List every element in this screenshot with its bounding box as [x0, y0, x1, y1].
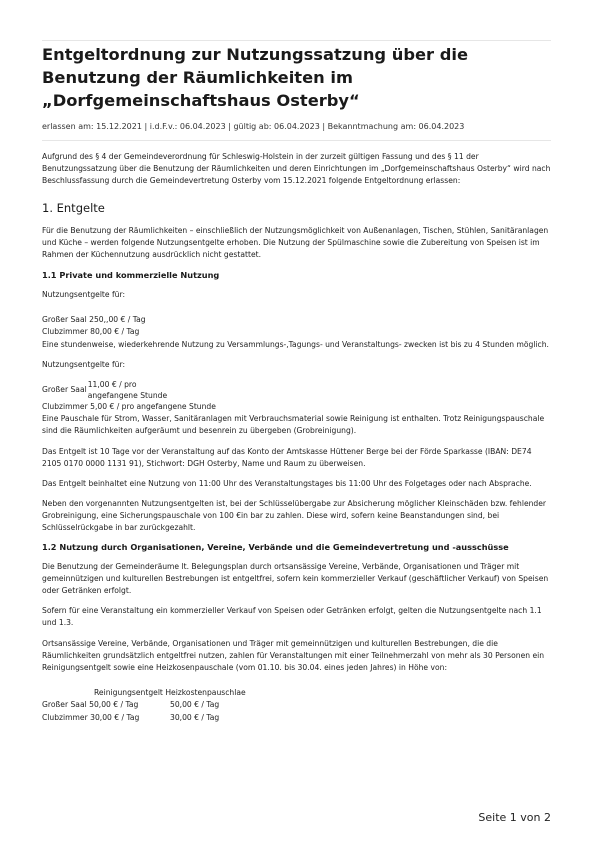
rate-clubroom-day: Clubzimmer 80,00 € / Tag [42, 327, 140, 337]
rate-large-hall-day: Großer Saal 250,,00 € / Tag [42, 314, 146, 324]
subsection-1-2-heading: 1.2 Nutzung durch Organisationen, Vereine, Verbände und die Gemeindevertretung und -ausschüsse [42, 542, 509, 553]
subsection-1-2-paragraph-3: Ortsansässige Vereine, Verbände, Organisationen und Träger mit gemeinnützigen und kulturellen Bestrebungen, die die Räumlichkeiten grundsätzlich entgeltfrei nutzen, zahlen für Veranstaltungen mit einer Teilnehmerzahl von mehr als 30 Personen ein Reinigungsentgelt sowie eine Heizkosenpauschale (vom 01.10. bis 30.04. eines jeden Jahres) in Höhe von: [42, 638, 545, 672]
fee-row-heating: 50,00 € / Tag [170, 700, 220, 710]
cleaning-heating-table [42, 699, 219, 724]
document-title: Entgeltordnung zur Nutzungssatzung über die Benutzung der Räumlichkeiten im „Dorfgemeinschaftshaus Osterby“ [42, 45, 468, 110]
rate-clubroom-hour: Clubzimmer 5,00 € / pro angefangene Stunde [42, 401, 216, 411]
subsection-1-2-paragraph-2: Sofern für eine Veranstaltung ein kommerzieller Verkauf von Speisen oder Getränken erfolgt, gelten die Nutzungsentgelte nach 1.1 und 1.3. [42, 606, 542, 628]
hourly-rates-table [42, 379, 178, 401]
hourly-use-note: Eine stundenweise, wiederkehrende Nutzung zu Versammlungs-,Tagungs- und Veranstaltungs- zwecken ist bis zu 4 Stunden möglich. [42, 339, 549, 349]
table-row [42, 712, 219, 725]
fee-row-label: Clubzimmer 30,00 € / Tag [42, 712, 140, 722]
section-1-text: Für die Benutzung der Räumlichkeiten – einschließlich der Nutzungsmöglichkeit von Außenanlagen, Tischen, Stühlen, Sanitäranlagen und Küche – werden folgende Nutzungsentgelte erhoben. Die Nutzung der Spülmaschine sowie die Zubereitung von Speisen ist im Rahmen der Küchennutzung ausdrücklich nicht gestattet. [42, 226, 549, 260]
top-rule [42, 40, 551, 41]
cleaning-flat-rate-text: Eine Pauschale für Strom, Wasser, Sanitäranlagen mit Verbrauchsmaterial sowie Reinigung ist enthalten. Trotz Reinigungspauschale sind die Räumlichkeiten aufgeräumt und besenrein zu übergeben (Grobreinigung). [42, 414, 545, 436]
deposit-text: Neben den vorgenannten Nutzungsentgelten ist, bei der Schlüsselübergabe zur Absicherung möglicher Kleinschäden bzw. fehlender Grobreinigung, eine Sicherungspauschale von 100 €in bar zu zahlen. Diese wird, sofern keine Beanstandungen sind, bei Schlüsselrückgabe in bar zurückgezahlt. [42, 498, 547, 532]
fees-table-header: Reinigungsentgelt Heizkostenpauschlae [94, 687, 246, 697]
fee-row-label: Großer Saal 50,00 € / Tag [42, 700, 139, 710]
meta-rule [42, 140, 551, 141]
intro-paragraph: Aufgrund des § 4 der Gemeindeverordnung für Schleswig-Holstein in der zurzeit gültigen Fassung und des § 11 der Benutzungssatzung über die Benutzung der Räumlichkeiten und deren Einrichtungen im „Dorfgemeinschaftshaus Osterby“ wird nach Beschlussfassung durch die Gemeindevertretung Osterby vom 15.12.2021 folgende Entgeltordnung erlassen: [42, 152, 551, 186]
document-meta: erlassen am: 15.12.2021 | i.d.F.v.: 06.04.2023 | gültig ab: 06.04.2023 | Bekanntmachung am: 06.04.2023 [42, 122, 465, 131]
subsection-1-2-paragraph-1: Die Benutzung der Gemeinderäume lt. Belegungsplan durch ortsansässige Vereine, Verbände, Organisationen und Träger mit gemeinnützigen und kulturellen Bestrebungen ist entgeltfrei, sofern kein kommerzieller Verkauf (geschäftlicher Verkauf) von Speisen oder Getränken erfolgt. [42, 562, 549, 596]
page-number: Seite 1 von 2 [478, 811, 551, 824]
fee-row-heating: 30,00 € / Tag [170, 712, 220, 722]
payment-account-text: Das Entgelt ist 10 Tage vor der Veranstaltung auf das Konto der Amtskasse Hüttener Berge bei der Förde Sparkasse (IBAN: DE74 2105 0170 0000 1131 91), Stichwort: DGH Osterby, Name und Raum zu überweisen. [42, 446, 532, 468]
subsection-1-1-heading: 1.1 Private und kommerzielle Nutzung [42, 269, 220, 280]
usage-time-text: Das Entgelt beinhaltet eine Nutzung von 11:00 Uhr des Veranstaltungstages bis 11:00 Uhr des Folgetages oder nach Absprache. [42, 478, 532, 488]
table-row [42, 699, 219, 712]
fees-label-1: Nutzungsentgelte für: [42, 289, 126, 299]
fees-label-2: Nutzungsentgelte für: [42, 359, 126, 369]
rate-large-hall-hour-value: 11,00 € / pro angefangene Stunde [87, 379, 168, 400]
document-page [42, 40, 551, 724]
rate-large-hall-hour-label: Großer Saal [42, 385, 87, 395]
table-row [42, 379, 178, 401]
section-1-heading: 1. Entgelte [42, 201, 105, 216]
